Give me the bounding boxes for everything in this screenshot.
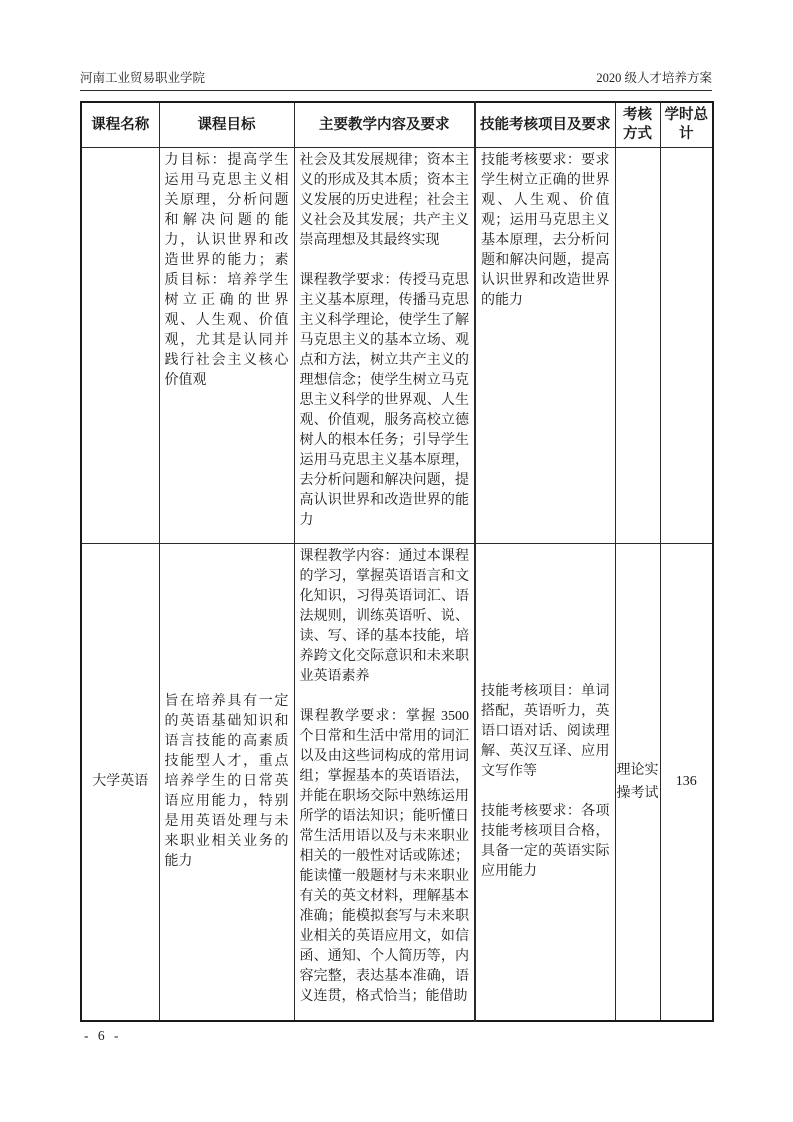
cell-course-name: 大学英语 bbox=[81, 544, 159, 1021]
col-header-teaching-content: 主要教学内容及要求 bbox=[294, 102, 475, 148]
col-header-skill-assessment: 技能考核项目及要求 bbox=[475, 102, 615, 148]
col-header-assessment-method: 考核方式 bbox=[615, 102, 660, 148]
col-header-objectives: 课程目标 bbox=[159, 102, 294, 148]
skill-assessment-items-paragraph: 技能考核项目：单词搭配，英语听力，英语口语对话、阅读理解、英汉互译、应用文写作等 bbox=[481, 683, 610, 779]
skill-assessment-requirements-paragraph: 技能考核要求：各项技能考核项目合格，具备一定的英语实际应用能力 bbox=[481, 803, 610, 879]
table-row-marxism bbox=[81, 148, 713, 544]
cell-course-name bbox=[81, 148, 159, 544]
teaching-requirements-paragraph: 课程教学要求：传授马克思主义基本原理，传播马克思主义科学理论，使学生了解马克思主义的基本立场、观点和方法，树立共产主义的理想信念；使学生树立马克思主义科学的世界观、人生观、价值观，服务高校立德树人的根本任务；引导学生运用马克思主义基本原理，去分析问题和解决问题，提高认识世界和改造世界的能力 bbox=[299, 273, 469, 528]
skill-assessment-paragraph: 技能考核要求：要求学生树立正确的世界观、人生观、价值观；运用马克思主义基本原理，去分析问题和解决问题，提高认识世界和改造世界的能力 bbox=[481, 153, 610, 308]
header-school-name: 河南工业贸易职业学院 bbox=[80, 71, 206, 85]
cell-total-hours bbox=[660, 148, 713, 544]
cell-assessment-method bbox=[615, 148, 660, 544]
teaching-content-paragraph: 社会及其发展规律；资本主义的形成及其本质；资本主义发展的历史进程；社会主义社会及其发展；共产主义崇高理想及其最终实现 bbox=[299, 153, 469, 248]
header-rule bbox=[80, 90, 712, 91]
cell-teaching-content bbox=[294, 148, 475, 544]
teaching-content-paragraph: 课程教学内容：通过本课程的学习，掌握英语语言和文化知识，习得英语词汇、语法规则，训练英语听、说、读、写、译的基本技能，培养跨文化交际意识和未来职业英语素养 bbox=[299, 549, 469, 684]
cell-course-objectives: 力目标：提高学生运用马克思主义相关原理，分析问题和解决问题的能力，认识世界和改造世界的能力；素质目标：培养学生树立正确的世界观、人生观、价值观，尤其是认同并践行社会主义核心价值观 bbox=[159, 148, 294, 544]
cell-teaching-content bbox=[294, 544, 475, 1021]
cell-skill-assessment bbox=[475, 148, 615, 544]
cell-total-hours: 136 bbox=[660, 544, 713, 1021]
col-header-course-name: 课程名称 bbox=[81, 102, 159, 148]
table-row-college-english bbox=[81, 544, 713, 1021]
teaching-requirements-paragraph: 课程教学要求：掌握 3500 个日常和生活中常用的词汇以及由这些词构成的常用词组；掌握基本的英语语法，并能在职场交际中熟练运用所学的语法知识；能听懂日常生活用语以及与未来职业相关的一般性对话或陈述；能读懂一般题材与未来职业有关的英文材料，理解基本准确；能模拟套写与未来职业相关的英语应用文，如信函、通知、个人简历等，内容完整，表达基本准确，语义连贯，格式恰当；能借助 bbox=[299, 709, 469, 1004]
cell-assessment-method: 理论实操考试 bbox=[615, 544, 660, 1021]
header-doc-title: 2020 级人才培养方案 bbox=[596, 71, 712, 85]
page-number: - 6 - bbox=[84, 1028, 119, 1043]
cell-skill-assessment bbox=[475, 544, 615, 1021]
table-header-row bbox=[81, 102, 713, 148]
cell-course-objectives: 旨在培养具有一定的英语基础知识和语言技能的高素质技能型人才，重点培养学生的日常英语应用能力，特别是用英语处理与未来职业相关业务的能力 bbox=[159, 544, 294, 1021]
col-header-total-hours: 学时总计 bbox=[660, 102, 713, 148]
course-table bbox=[80, 101, 714, 1022]
page-header bbox=[80, 71, 712, 86]
